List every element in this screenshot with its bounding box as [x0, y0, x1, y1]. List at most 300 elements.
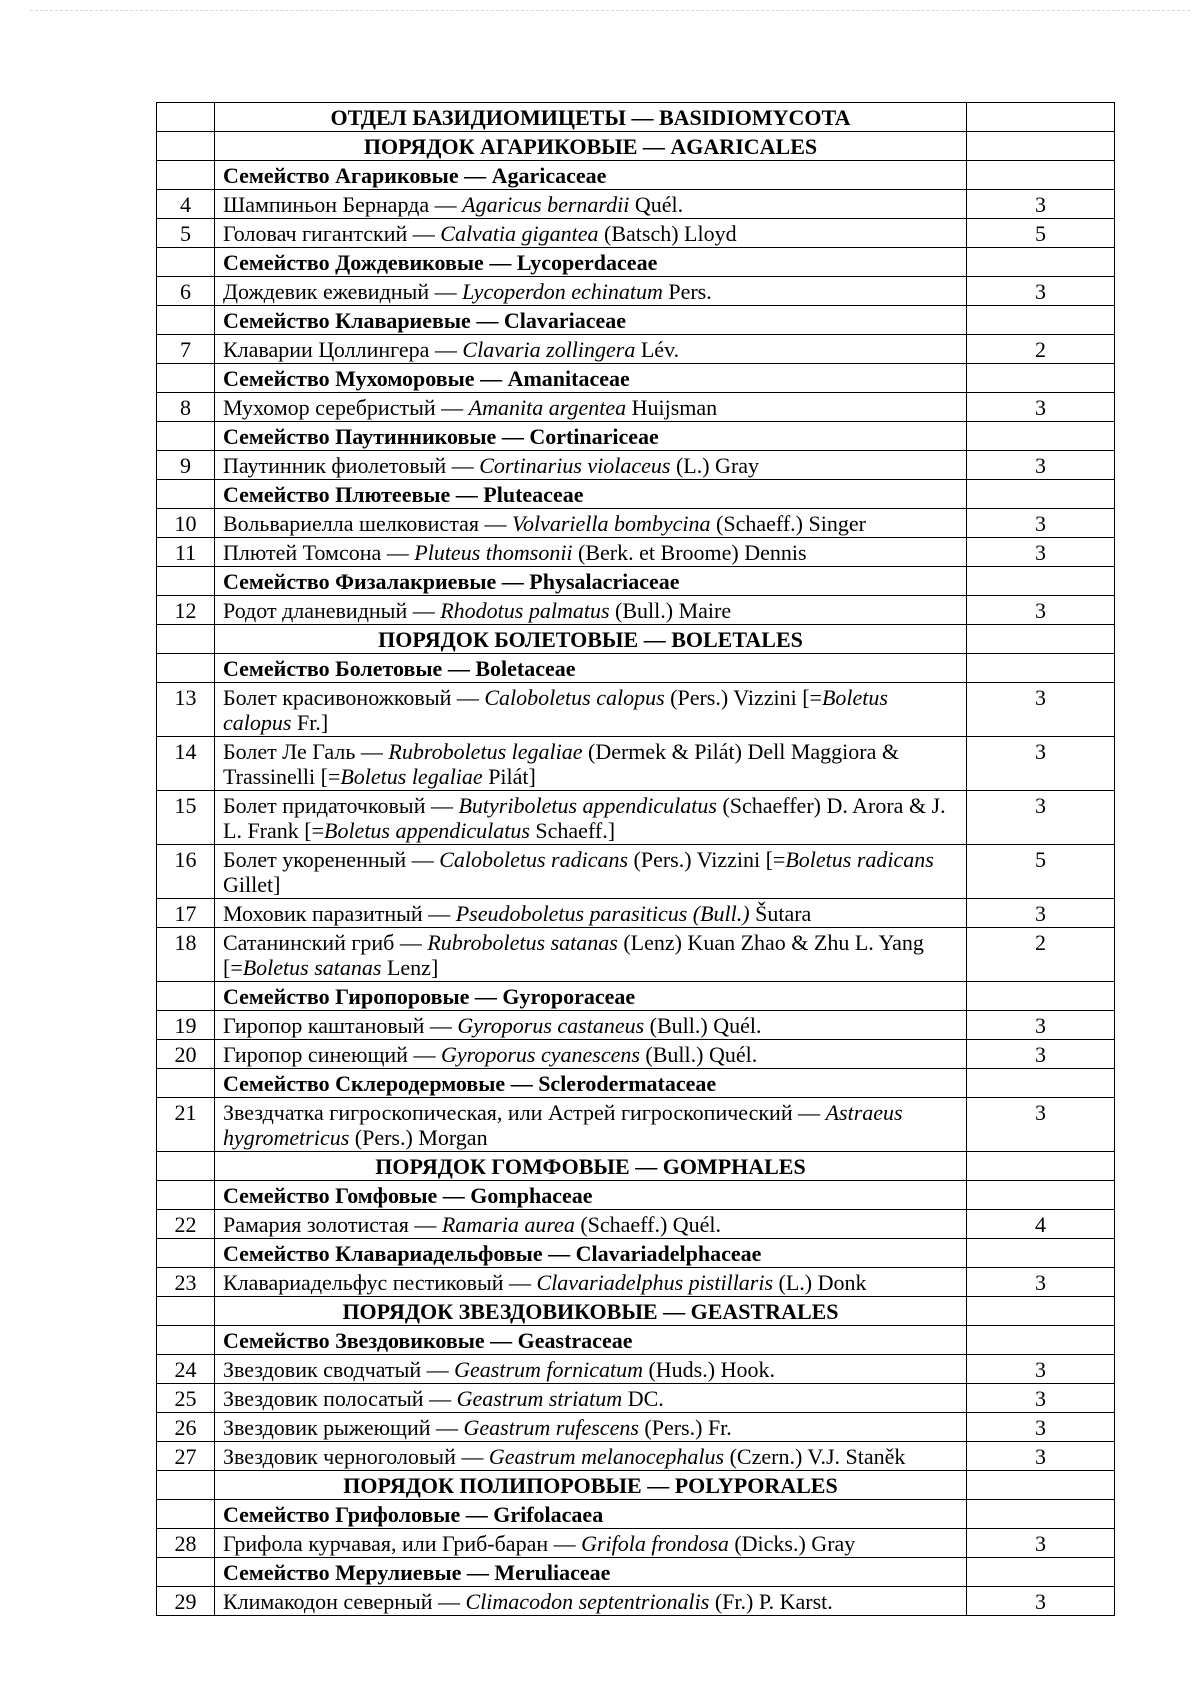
taxon-name-cell: Семейство Плютеевые — Pluteaceae: [215, 480, 967, 509]
synonym-author: Fr.: [296, 710, 321, 735]
page-edge-line: [30, 10, 1190, 11]
family-latin-name: Boletaceae: [475, 656, 576, 681]
author: (Czern.) V.J. Staněk: [729, 1444, 906, 1469]
taxon-name-cell: Гиропор каштановый — Gyroporus castaneus (Bull.) Quél.: [215, 1011, 967, 1040]
taxon-name-cell: Гиропор синеющий — Gyroporus cyanescens (Bull.) Quél.: [215, 1040, 967, 1069]
category-cell: [967, 791, 1115, 845]
species-row: [157, 899, 1115, 928]
row-number: 20: [174, 1042, 197, 1067]
order-row: [157, 625, 1115, 654]
russian-name: Звездовик сводчатый: [223, 1357, 422, 1382]
taxon-name-cell: Семейство Агариковые — Agaricaceae: [215, 161, 967, 190]
latin-name: Volvariella bombycina: [511, 511, 711, 536]
taxon-name-cell: Семейство Клавариевые — Clavariaceae: [215, 306, 967, 335]
row-number-cell: [157, 277, 215, 306]
russian-name: Болет укорененный: [223, 847, 407, 872]
latin-name: Geastrum fornicatum: [454, 1357, 643, 1382]
category-cell: [967, 654, 1115, 683]
row-number-cell: [157, 1384, 215, 1413]
category-cell: [967, 928, 1115, 982]
category-cell: [967, 899, 1115, 928]
order-latin-name: BOLETALES: [671, 627, 803, 652]
family-russian-name: Семейство Грифоловые: [223, 1502, 461, 1527]
row-number: 15: [174, 793, 197, 818]
author: Quél.: [634, 192, 684, 217]
row-number: 14: [174, 739, 197, 764]
category-cell: [967, 1529, 1115, 1558]
row-number-cell: [157, 567, 215, 596]
latin-name: Lycoperdon echinatum: [462, 279, 663, 304]
taxon-name-cell: Мухомор серебристый — Amanita argentea Huijsman: [215, 393, 967, 422]
author: (L.) Gray: [675, 453, 760, 478]
category-cell: [967, 132, 1115, 161]
russian-name: Клавариадельфус пестиковый: [223, 1270, 504, 1295]
row-number: 25: [174, 1386, 197, 1411]
status-category: 5: [1035, 847, 1046, 872]
taxon-name-cell: Родот дланевидный — Rhodotus palmatus (Bull.) Maire: [215, 596, 967, 625]
author: Pers.: [668, 279, 712, 304]
category-cell: [967, 364, 1115, 393]
taxon-name-cell: Головач гигантский — Calvatia gigantea (Batsch) Lloyd: [215, 219, 967, 248]
row-number: 13: [174, 685, 197, 710]
order-row: [157, 1471, 1115, 1500]
taxon-name-cell: Дождевик ежевидный — Lycoperdon echinatum Pers.: [215, 277, 967, 306]
category-cell: [967, 1268, 1115, 1297]
taxon-name-cell: Плютей Томсона — Pluteus thomsonii (Berk. et Broome) Dennis: [215, 538, 967, 567]
row-number: 24: [174, 1357, 197, 1382]
category-cell: [967, 625, 1115, 654]
species-row: [157, 1355, 1115, 1384]
category-cell: [967, 1442, 1115, 1471]
row-number-cell: [157, 1471, 215, 1500]
author: DC.: [627, 1386, 664, 1411]
category-cell: [967, 596, 1115, 625]
category-cell: [967, 1355, 1115, 1384]
taxon-name-cell: Семейство Физалакриевые — Physalacriaceae: [215, 567, 967, 596]
order-row: [157, 1152, 1115, 1181]
category-cell: [967, 737, 1115, 791]
author: (Bull.) Quél.: [645, 1042, 758, 1067]
family-russian-name: Семейство Плютеевые: [223, 482, 451, 507]
family-row: [157, 1069, 1115, 1098]
russian-name: Болет придаточковый: [223, 793, 426, 818]
russian-name: Моховик паразитный: [223, 901, 423, 926]
row-number: 11: [174, 540, 197, 565]
taxon-name-cell: Климакодон северный — Climacodon septentrionalis (Fr.) P. Karst.: [215, 1587, 967, 1616]
latin-name: Climacodon septentrionalis: [465, 1589, 710, 1614]
author: (Berk. et Broome) Dennis: [578, 540, 807, 565]
species-row: [157, 1442, 1115, 1471]
row-number-cell: [157, 1011, 215, 1040]
family-latin-name: Agaricaceae: [491, 163, 607, 188]
category-cell: [967, 219, 1115, 248]
taxon-name-cell: Звездовик рыжеющий — Geastrum rufescens (Pers.) Fr.: [215, 1413, 967, 1442]
species-row: [157, 1210, 1115, 1239]
category-cell: [967, 509, 1115, 538]
family-russian-name: Семейство Клавариевые: [223, 308, 471, 333]
russian-name: Клаварии Цоллингера: [223, 337, 430, 362]
order-russian-name: ПОРЯДОК АГАРИКОВЫЕ: [363, 134, 638, 159]
species-row: [157, 335, 1115, 364]
category-cell: [967, 306, 1115, 335]
row-number-cell: [157, 654, 215, 683]
taxon-name-cell: Семейство Мухоморовые — Amanitaceae: [215, 364, 967, 393]
author: (Pers.) Fr.: [644, 1415, 732, 1440]
synonym-latin-name: Boletus appendiculatus: [324, 818, 530, 843]
russian-name: Грифола курчавая, или Гриб-баран: [223, 1531, 549, 1556]
order-latin-name: BASIDIOMYCOTA: [658, 105, 851, 130]
author: Lév.: [640, 337, 680, 362]
family-russian-name: Семейство Клавариадельфовые: [223, 1241, 543, 1266]
family-row: [157, 982, 1115, 1011]
family-latin-name: Gomphaceae: [470, 1183, 593, 1208]
taxon-name-cell: Звездовик сводчатый — Geastrum fornicatum (Huds.) Hook.: [215, 1355, 967, 1384]
family-row: [157, 422, 1115, 451]
russian-name: Звездовик полосатый: [223, 1386, 424, 1411]
row-number-cell: [157, 899, 215, 928]
order-russian-name: ОТДЕЛ БАЗИДИОМИЦЕТЫ: [330, 105, 626, 130]
status-category: 3: [1035, 1444, 1046, 1469]
row-number: 4: [180, 192, 191, 217]
latin-name: Grifola frondosa: [581, 1531, 729, 1556]
row-number-cell: [157, 132, 215, 161]
order-russian-name: ПОРЯДОК БОЛЕТОВЫЕ: [378, 627, 639, 652]
latin-name: Gyroporus cyanescens: [440, 1042, 640, 1067]
family-latin-name: Pluteaceae: [483, 482, 584, 507]
taxon-name-cell: ПОРЯДОК АГАРИКОВЫЕ — AGARICALES: [215, 132, 967, 161]
latin-name: Rubroboletus satanas: [427, 930, 618, 955]
category-cell: [967, 248, 1115, 277]
taxon-name-cell: Болет Ле Галь — Rubroboletus legaliae (Dermek & Pilát) Dell Maggiora & Trassinelli [=Boletus legaliae Pilát]: [215, 737, 967, 791]
synonym-author: Schaeff.: [535, 818, 608, 843]
species-row: [157, 1413, 1115, 1442]
category-cell: [967, 1297, 1115, 1326]
row-number-cell: [157, 845, 215, 899]
row-number-cell: [157, 1326, 215, 1355]
taxon-name-cell: Семейство Паутинниковые — Cortinariceae: [215, 422, 967, 451]
russian-name: Дождевик ежевидный: [223, 279, 430, 304]
russian-name: Звездовик черноголовый: [223, 1444, 456, 1469]
family-latin-name: Lycoperdaceae: [516, 250, 658, 275]
category-cell: [967, 480, 1115, 509]
taxon-name-cell: Рамария золотистая — Ramaria aurea (Schaeff.) Quél.: [215, 1210, 967, 1239]
taxon-name-cell: ПОРЯДОК ЗВЕЗДОВИКОВЫЕ — GEASTRALES: [215, 1297, 967, 1326]
species-row: [157, 1529, 1115, 1558]
status-category: 2: [1035, 337, 1046, 362]
row-number-cell: [157, 625, 215, 654]
family-row: [157, 1181, 1115, 1210]
species-row: [157, 596, 1115, 625]
latin-name: Clavaria zollingera: [462, 337, 636, 362]
author: (Lenz) Kuan Zhao & Zhu L. Yang: [623, 930, 924, 955]
row-number: 29: [174, 1589, 197, 1614]
russian-name: Шампиньон Бернарда: [223, 192, 430, 217]
taxon-name-cell: Моховик паразитный — Pseudoboletus parasiticus (Bull.) Šutara: [215, 899, 967, 928]
row-number-cell: [157, 982, 215, 1011]
row-number-cell: [157, 928, 215, 982]
row-number-cell: [157, 509, 215, 538]
taxon-name-cell: ПОРЯДОК ГОМФОВЫЕ — GOMPHALES: [215, 1152, 967, 1181]
row-number: 18: [174, 930, 197, 955]
row-number-cell: [157, 1529, 215, 1558]
row-number: 17: [174, 901, 197, 926]
order-russian-name: ПОРЯДОК ГОМФОВЫЕ: [375, 1154, 630, 1179]
taxon-name-cell: Вольвариелла шелковистая — Volvariella bombycina (Schaeff.) Singer: [215, 509, 967, 538]
taxon-name-cell: Семейство Грифоловые — Grifolacaea: [215, 1500, 967, 1529]
family-russian-name: Семейство Гомфовые: [223, 1183, 438, 1208]
row-number-cell: [157, 248, 215, 277]
author: Huijsman: [631, 395, 718, 420]
author: (Schaeff.) Singer: [716, 511, 866, 536]
species-row: [157, 1040, 1115, 1069]
row-number: 10: [174, 511, 197, 536]
family-russian-name: Семейство Паутинниковые: [223, 424, 497, 449]
taxon-name-cell: Семейство Склеродермовые — Sclerodermataceae: [215, 1069, 967, 1098]
status-category: 3: [1035, 739, 1046, 764]
russian-name: Гиропор синеющий: [223, 1042, 408, 1067]
species-row: [157, 277, 1115, 306]
family-latin-name: Sclerodermataceae: [538, 1071, 717, 1096]
family-russian-name: Семейство Звездовиковые: [223, 1328, 485, 1353]
family-latin-name: Gyroporaceae: [502, 984, 636, 1009]
latin-name: Caloboletus radicans: [439, 847, 629, 872]
category-cell: [967, 277, 1115, 306]
russian-name: Головач гигантский: [223, 221, 408, 246]
taxon-name-cell: Болет укорененный — Caloboletus radicans (Pers.) Vizzini [=Boletus radicans Gillet]: [215, 845, 967, 899]
taxon-name-cell: Клаварии Цоллингера — Clavaria zollingera Lév.: [215, 335, 967, 364]
family-latin-name: Grifolacaea: [493, 1502, 604, 1527]
row-number-cell: [157, 1239, 215, 1268]
status-category: 3: [1035, 1042, 1046, 1067]
status-category: 3: [1035, 540, 1046, 565]
species-row: [157, 219, 1115, 248]
family-row: [157, 567, 1115, 596]
row-number-cell: [157, 1069, 215, 1098]
latin-name: Clavariadelphus pistillaris: [536, 1270, 774, 1295]
synonym-latin-name: Boletus radicans: [785, 847, 934, 872]
status-category: 3: [1035, 901, 1046, 926]
species-row: [157, 393, 1115, 422]
author: (Dicks.) Gray: [734, 1531, 856, 1556]
row-number: 22: [174, 1212, 197, 1237]
row-number-cell: [157, 190, 215, 219]
row-number-cell: [157, 1587, 215, 1616]
taxon-name-cell: Звездчатка гигроскопическая, или Астрей гигроскопический — Astraeus hygrometricus (Pers.) Morgan: [215, 1098, 967, 1152]
taxon-name-cell: ОТДЕЛ БАЗИДИОМИЦЕТЫ — BASIDIOMYCOTA: [215, 103, 967, 132]
author: (Pers.) Vizzini: [670, 685, 797, 710]
family-russian-name: Семейство Физалакриевые: [223, 569, 497, 594]
order-russian-name: ПОРЯДОК ПОЛИПОРОВЫЕ: [343, 1473, 642, 1498]
row-number-cell: [157, 1181, 215, 1210]
status-category: 3: [1035, 279, 1046, 304]
status-category: 3: [1035, 793, 1046, 818]
order-latin-name: AGARICALES: [670, 134, 818, 159]
status-category: 3: [1035, 1415, 1046, 1440]
family-latin-name: Meruliaceae: [494, 1560, 611, 1585]
row-number-cell: [157, 1040, 215, 1069]
author: (Pers.) Vizzini: [633, 847, 761, 872]
row-number-cell: [157, 1297, 215, 1326]
category-cell: [967, 103, 1115, 132]
row-number-cell: [157, 103, 215, 132]
species-row: [157, 451, 1115, 480]
synonym-author: Gillet: [223, 872, 274, 897]
latin-name: Astraeus hygrometricus: [223, 1100, 903, 1150]
category-cell: [967, 422, 1115, 451]
taxon-name-cell: Болет придаточковый — Butyriboletus appendiculatus (Schaeffer) D. Arora & J. L. Frank [=Boletus appendiculatus Schaeff.]: [215, 791, 967, 845]
row-number: 16: [174, 847, 197, 872]
family-latin-name: Clavariaceae: [503, 308, 626, 333]
taxon-name-cell: Семейство Мерулиевые — Meruliaceae: [215, 1558, 967, 1587]
category-cell: [967, 1500, 1115, 1529]
order-latin-name: GOMPHALES: [662, 1154, 806, 1179]
species-row: [157, 1384, 1115, 1413]
status-category: 3: [1035, 1270, 1046, 1295]
synonym-latin-name: Boletus calopus: [223, 685, 888, 735]
family-russian-name: Семейство Мерулиевые: [223, 1560, 462, 1585]
russian-name: Звездчатка гигроскопическая, или Астрей гигроскопический: [223, 1100, 793, 1125]
category-cell: [967, 161, 1115, 190]
row-number-cell: [157, 335, 215, 364]
row-number: 8: [180, 395, 191, 420]
order-latin-name: POLYPORALES: [674, 1473, 838, 1498]
category-cell: [967, 1587, 1115, 1616]
category-cell: [967, 1181, 1115, 1210]
status-category: 3: [1035, 685, 1046, 710]
taxon-name-cell: Шампиньон Бернарда — Agaricus bernardii Quél.: [215, 190, 967, 219]
synonym-author: Pilát: [488, 764, 529, 789]
status-category: 3: [1035, 1100, 1046, 1125]
status-category: 3: [1035, 511, 1046, 536]
row-number-cell: [157, 1442, 215, 1471]
russian-name: Гиропор каштановый: [223, 1013, 425, 1038]
author: (Dermek & Pilát) Dell Maggiora & Trassinelli: [223, 739, 899, 789]
category-cell: [967, 1384, 1115, 1413]
taxon-name-cell: Семейство Болетовые — Boletaceae: [215, 654, 967, 683]
family-row: [157, 654, 1115, 683]
status-category: 3: [1035, 395, 1046, 420]
status-category: 3: [1035, 598, 1046, 623]
category-cell: [967, 1011, 1115, 1040]
category-cell: [967, 1471, 1115, 1500]
synonym-latin-name: Boletus legaliae: [340, 764, 483, 789]
author: (Fr.) P. Karst.: [714, 1589, 833, 1614]
latin-name: Rhodotus palmatus: [440, 598, 610, 623]
row-number-cell: [157, 422, 215, 451]
row-number-cell: [157, 219, 215, 248]
species-table: [156, 102, 1115, 1616]
latin-name: Calvatia gigantea: [440, 221, 599, 246]
species-table-body: [157, 103, 1115, 1616]
taxon-name-cell: Семейство Дождевиковые — Lycoperdaceae: [215, 248, 967, 277]
species-row: [157, 1011, 1115, 1040]
row-number: 26: [174, 1415, 197, 1440]
latin-name: Pluteus thomsonii: [414, 540, 573, 565]
row-number-cell: [157, 393, 215, 422]
row-number-cell: [157, 451, 215, 480]
latin-name: Butyriboletus appendiculatus: [458, 793, 717, 818]
author: (Pers.) Morgan: [354, 1125, 488, 1150]
russian-name: Паутинник фиолетовый: [223, 453, 447, 478]
taxon-name-cell: ПОРЯДОК ПОЛИПОРОВЫЕ — POLYPORALES: [215, 1471, 967, 1500]
latin-name: Pseudoboletus parasiticus (Bull.): [455, 901, 750, 926]
taxon-name-cell: Клавариадельфус пестиковый — Clavariadelphus pistillaris (L.) Donk: [215, 1268, 967, 1297]
species-row: [157, 509, 1115, 538]
species-row: [157, 1098, 1115, 1152]
status-category: 3: [1035, 1386, 1046, 1411]
row-number-cell: [157, 1355, 215, 1384]
taxon-name-cell: Звездовик черноголовый — Geastrum melanocephalus (Czern.) V.J. Staněk: [215, 1442, 967, 1471]
author: (Schaeff.) Quél.: [580, 1212, 722, 1237]
category-cell: [967, 683, 1115, 737]
taxon-name-cell: Сатанинский гриб — Rubroboletus satanas (Lenz) Kuan Zhao & Zhu L. Yang [=Boletus satanas Lenz]: [215, 928, 967, 982]
taxon-name-cell: ПОРЯДОК БОЛЕТОВЫЕ — BOLETALES: [215, 625, 967, 654]
family-row: [157, 1239, 1115, 1268]
family-russian-name: Семейство Мухоморовые: [223, 366, 475, 391]
row-number-cell: [157, 596, 215, 625]
family-russian-name: Семейство Гиропоровые: [223, 984, 470, 1009]
category-cell: [967, 1210, 1115, 1239]
status-category: 3: [1035, 1531, 1046, 1556]
author: Šutara: [755, 901, 812, 926]
category-cell: [967, 1040, 1115, 1069]
row-number: 28: [174, 1531, 197, 1556]
row-number-cell: [157, 1558, 215, 1587]
row-number-cell: [157, 1152, 215, 1181]
category-cell: [967, 1326, 1115, 1355]
row-number-cell: [157, 1210, 215, 1239]
taxon-name-cell: Болет красивоножковый — Caloboletus calopus (Pers.) Vizzini [=Boletus calopus Fr.]: [215, 683, 967, 737]
family-row: [157, 248, 1115, 277]
order-russian-name: ПОРЯДОК ЗВЕЗДОВИКОВЫЕ: [342, 1299, 658, 1324]
row-number: 21: [174, 1100, 197, 1125]
row-number: 23: [174, 1270, 197, 1295]
status-category: 3: [1035, 192, 1046, 217]
species-row: [157, 791, 1115, 845]
status-category: 3: [1035, 1013, 1046, 1038]
latin-name: Ramaria aurea: [441, 1212, 575, 1237]
category-cell: [967, 1239, 1115, 1268]
russian-name: Сатанинский гриб: [223, 930, 395, 955]
category-cell: [967, 1413, 1115, 1442]
author: (L.) Donk: [778, 1270, 867, 1295]
category-cell: [967, 845, 1115, 899]
author: (Bull.) Maire: [615, 598, 732, 623]
row-number-cell: [157, 538, 215, 567]
russian-name: Вольвариелла шелковистая: [223, 511, 479, 536]
russian-name: Мухомор серебристый: [223, 395, 436, 420]
row-number-cell: [157, 1500, 215, 1529]
family-row: [157, 364, 1115, 393]
species-row: [157, 1268, 1115, 1297]
russian-name: Плютей Томсона: [223, 540, 382, 565]
latin-name: Agaricus bernardii: [462, 192, 630, 217]
category-cell: [967, 567, 1115, 596]
category-cell: [967, 1558, 1115, 1587]
taxon-name-cell: Семейство Гиропоровые — Gyroporaceae: [215, 982, 967, 1011]
taxon-name-cell: Семейство Звездовиковые — Geastraceae: [215, 1326, 967, 1355]
family-row: [157, 306, 1115, 335]
family-russian-name: Семейство Болетовые: [223, 656, 443, 681]
category-cell: [967, 1069, 1115, 1098]
family-latin-name: Geastraceae: [517, 1328, 633, 1353]
row-number: 9: [180, 453, 191, 478]
row-number: 7: [180, 337, 191, 362]
row-number-cell: [157, 1268, 215, 1297]
family-row: [157, 1326, 1115, 1355]
taxon-name-cell: Грифола курчавая, или Гриб-баран — Grifola frondosa (Dicks.) Gray: [215, 1529, 967, 1558]
category-cell: [967, 538, 1115, 567]
